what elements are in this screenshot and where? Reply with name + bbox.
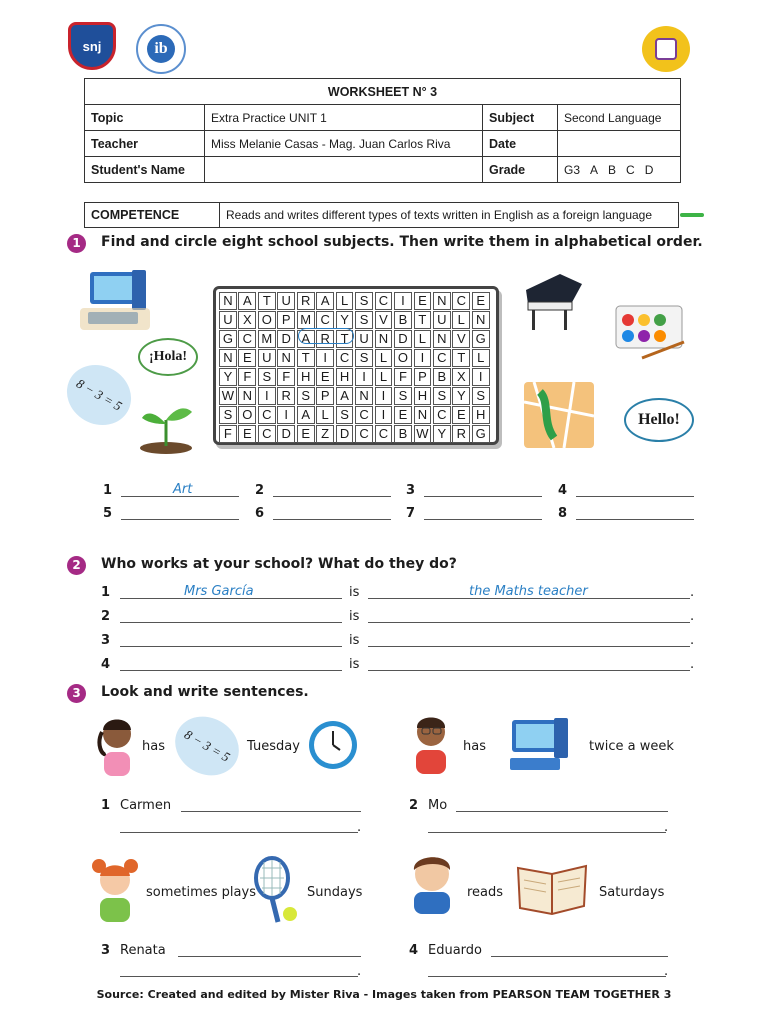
grid-letter[interactable]: U <box>258 349 276 367</box>
grid-letter[interactable]: H <box>414 387 432 405</box>
grid-letter[interactable]: C <box>238 330 256 348</box>
grid-letter[interactable]: S <box>258 368 276 386</box>
period: . <box>690 585 695 600</box>
item-1-number: 1 <box>101 798 111 813</box>
grid-letter[interactable]: E <box>238 349 256 367</box>
grid-letter[interactable]: R <box>452 425 470 443</box>
clock-icon <box>306 718 362 772</box>
grid-letter[interactable]: G <box>219 330 237 348</box>
period: . <box>690 609 695 624</box>
grid-letter[interactable]: M <box>258 330 276 348</box>
grid-letter[interactable]: I <box>472 368 490 386</box>
grid-letter[interactable]: C <box>433 406 451 424</box>
connector-is: is <box>349 633 360 648</box>
grid-letter[interactable]: F <box>238 368 256 386</box>
grid-letter[interactable]: I <box>375 387 393 405</box>
grid-letter[interactable]: N <box>375 330 393 348</box>
grid-letter[interactable]: O <box>394 349 412 367</box>
competence-box <box>84 202 679 228</box>
grid-letter[interactable]: S <box>355 349 373 367</box>
grid-letter[interactable]: R <box>316 330 334 348</box>
math-circle-small: 8 − 3 = 5 <box>164 705 249 786</box>
who-text[interactable]: Mrs García <box>184 584 254 599</box>
grid-letter[interactable]: R <box>297 292 315 310</box>
grid-letter[interactable]: S <box>219 406 237 424</box>
hello-bubble: Hello! <box>624 398 694 442</box>
grid-letter[interactable]: C <box>433 349 451 367</box>
student-name-field[interactable] <box>205 157 483 183</box>
grid-letter[interactable]: D <box>336 425 354 443</box>
grid-letter[interactable]: L <box>375 349 393 367</box>
exercise-1-number: 1 <box>67 234 86 253</box>
grid-letter[interactable]: H <box>336 368 354 386</box>
grid-letter[interactable]: N <box>277 349 295 367</box>
grid-letter[interactable]: H <box>472 406 490 424</box>
grid-letter[interactable]: S <box>297 387 315 405</box>
item-4-number: 4 <box>409 943 419 958</box>
item-3-verb: sometimes plays <box>146 885 256 900</box>
answer-number: 2 <box>255 483 265 498</box>
answer-line[interactable] <box>424 496 542 497</box>
grid-letter[interactable]: L <box>336 292 354 310</box>
math-circle: 8 − 3 = 5 <box>56 353 142 436</box>
worksheet-title: WORKSHEET N° 3 <box>85 79 681 105</box>
ib-logo: ib <box>136 24 186 74</box>
grid-letter[interactable]: S <box>355 311 373 329</box>
grid-letter[interactable]: S <box>433 387 451 405</box>
grid-letter[interactable]: G <box>472 425 490 443</box>
exercise-3-number: 3 <box>67 684 86 703</box>
grid-letter[interactable]: A <box>336 387 354 405</box>
grid-letter[interactable]: E <box>414 292 432 310</box>
grid-letter[interactable]: C <box>316 311 334 329</box>
grid-letter[interactable]: B <box>433 368 451 386</box>
item-3-line-b[interactable] <box>120 976 358 977</box>
grid-letter[interactable]: N <box>219 292 237 310</box>
exercise-3-instruction: Look and write sentences. <box>101 684 309 700</box>
grade-label: Grade <box>483 157 558 183</box>
item-1-line-b[interactable] <box>120 832 358 833</box>
topic-value: Extra Practice UNIT 1 <box>205 105 483 131</box>
grid-letter[interactable]: N <box>433 330 451 348</box>
carmen-avatar <box>96 714 138 778</box>
renata-avatar <box>90 856 140 924</box>
grid-letter[interactable]: N <box>219 349 237 367</box>
item-2-line-a[interactable] <box>456 811 668 812</box>
grid-letter[interactable]: D <box>277 425 295 443</box>
grid-letter[interactable]: Y <box>336 311 354 329</box>
teacher-value: Miss Melanie Casas - Mag. Juan Carlos Riva <box>205 131 483 157</box>
grid-letter[interactable]: C <box>375 425 393 443</box>
grid-letter[interactable]: C <box>452 292 470 310</box>
item-1-name: Carmen <box>120 798 172 813</box>
grid-letter[interactable]: L <box>316 406 334 424</box>
competence-text: Reads and writes different types of texts written in English as a foreign language <box>226 208 653 222</box>
answer-number: 1 <box>103 483 113 498</box>
item-2-number: 2 <box>409 798 419 813</box>
grid-letter[interactable]: I <box>375 406 393 424</box>
grid-letter[interactable]: S <box>394 387 412 405</box>
item-1-line-a[interactable] <box>181 811 361 812</box>
computer-icon <box>80 268 152 332</box>
what-line[interactable] <box>368 646 690 647</box>
grid-letter[interactable]: V <box>452 330 470 348</box>
grid-letter[interactable]: Y <box>452 387 470 405</box>
grid-letter[interactable]: S <box>472 387 490 405</box>
grid-letter[interactable]: U <box>433 311 451 329</box>
grid-letter[interactable]: N <box>355 387 373 405</box>
answer-number: 6 <box>255 506 265 521</box>
exercise-1-instruction: Find and circle eight school subjects. Then write them in alphabetical order. <box>101 234 703 250</box>
grid-letter[interactable]: C <box>375 292 393 310</box>
grid-letter[interactable]: A <box>316 292 334 310</box>
exercise-2-instruction: Who works at your school? What do they do? <box>101 556 457 572</box>
book-icon <box>516 860 588 916</box>
period: . <box>357 964 362 979</box>
grid-letter[interactable]: P <box>316 387 334 405</box>
answer-number: 4 <box>558 483 568 498</box>
mo-avatar <box>408 710 454 776</box>
answer-number: 7 <box>406 506 416 521</box>
item-2-when: twice a week <box>589 739 674 754</box>
hola-bubble: ¡Hola! <box>138 338 198 376</box>
period: . <box>690 657 695 672</box>
grid-letter[interactable]: D <box>277 330 295 348</box>
grid-letter[interactable]: B <box>394 425 412 443</box>
grid-letter[interactable]: L <box>414 330 432 348</box>
who-line[interactable] <box>120 670 342 671</box>
grid-letter[interactable]: E <box>316 368 334 386</box>
grade-option[interactable]: G3 <box>564 162 581 177</box>
grid-letter[interactable]: W <box>414 425 432 443</box>
grade-options[interactable] <box>558 157 681 183</box>
item-3-line-a[interactable] <box>178 956 361 957</box>
item-2-verb: has <box>463 739 486 754</box>
student-name-label: Student's Name <box>85 157 205 183</box>
grade-option[interactable]: B <box>608 162 617 177</box>
grid-letter[interactable]: T <box>297 349 315 367</box>
grid-letter[interactable]: N <box>238 387 256 405</box>
row-number: 4 <box>101 657 111 672</box>
answer-line[interactable] <box>121 519 239 520</box>
item-4-verb: reads <box>467 885 504 900</box>
grid-letter[interactable]: W <box>219 387 237 405</box>
grade-option[interactable]: C <box>626 162 635 177</box>
grid-letter[interactable]: A <box>238 292 256 310</box>
seal-inner <box>655 38 677 60</box>
computer-icon-small <box>502 716 574 776</box>
grid-letter[interactable]: C <box>355 406 373 424</box>
period: . <box>357 820 362 835</box>
item-4-when: Saturdays <box>599 885 665 900</box>
grid-letter[interactable]: S <box>355 292 373 310</box>
tennis-racket-icon <box>252 856 300 928</box>
grid-letter[interactable]: L <box>472 349 490 367</box>
grid-letter[interactable]: B <box>394 311 412 329</box>
answer-line[interactable] <box>424 519 542 520</box>
row-number: 1 <box>101 585 111 600</box>
grid-letter[interactable]: G <box>472 330 490 348</box>
school-logo: snj <box>68 22 116 70</box>
date-field[interactable] <box>558 131 681 157</box>
who-line[interactable] <box>120 622 342 623</box>
grid-letter[interactable]: I <box>277 406 295 424</box>
who-line[interactable] <box>120 646 342 647</box>
item-3-number: 3 <box>101 943 111 958</box>
grid-letter[interactable]: I <box>394 292 412 310</box>
item-4-line-a[interactable] <box>491 956 668 957</box>
grid-letter[interactable]: N <box>472 311 490 329</box>
grade-option[interactable]: D <box>644 162 654 177</box>
what-text[interactable]: the Maths teacher <box>469 584 588 599</box>
eduardo-avatar <box>404 848 460 914</box>
grid-letter[interactable]: L <box>452 311 470 329</box>
exercise-2-number: 2 <box>67 556 86 575</box>
grid-letter[interactable]: M <box>297 311 315 329</box>
grid-letter[interactable]: Y <box>433 425 451 443</box>
grid-letter[interactable]: X <box>452 368 470 386</box>
grid-letter[interactable]: O <box>258 311 276 329</box>
row-number: 3 <box>101 633 111 648</box>
teacher-label: Teacher <box>85 131 205 157</box>
map-icon <box>524 382 594 448</box>
grid-letter[interactable]: P <box>414 368 432 386</box>
grid-letter[interactable]: I <box>258 387 276 405</box>
green-marker <box>680 213 704 217</box>
item-1-when: Tuesday <box>247 739 300 754</box>
what-line[interactable] <box>368 670 690 671</box>
grid-letter[interactable]: R <box>277 387 295 405</box>
item-3-when: Sundays <box>307 885 363 900</box>
date-label: Date <box>483 131 558 157</box>
item-4-line-b[interactable] <box>428 976 666 977</box>
grid-letter[interactable]: C <box>258 406 276 424</box>
grid-letter[interactable]: T <box>414 311 432 329</box>
grid-letter[interactable]: H <box>297 368 315 386</box>
art-circle-mark <box>298 328 354 344</box>
grid-letter[interactable]: N <box>414 406 432 424</box>
item-2-name: Mo <box>428 798 448 813</box>
word-search-grid[interactable] <box>213 286 499 445</box>
grid-letter[interactable]: S <box>336 406 354 424</box>
grid-letter[interactable]: I <box>316 349 334 367</box>
grid-letter[interactable]: I <box>355 368 373 386</box>
grid-letter[interactable]: A <box>297 406 315 424</box>
item-1-verb: has <box>142 739 165 754</box>
period: . <box>690 633 695 648</box>
worksheet-info-table <box>84 78 681 183</box>
grid-letter[interactable]: X <box>238 311 256 329</box>
subject-label: Subject <box>483 105 558 131</box>
grid-letter[interactable]: N <box>433 292 451 310</box>
grid-letter[interactable]: F <box>277 368 295 386</box>
grid-letter[interactable]: I <box>414 349 432 367</box>
plant-icon <box>138 400 196 456</box>
grid-letter[interactable]: T <box>258 292 276 310</box>
answer-number: 3 <box>406 483 416 498</box>
grid-letter[interactable]: F <box>219 425 237 443</box>
source-credit: Source: Created and edited by Mister Riva - Images taken from PEARSON TEAM TOGETHER 3 <box>96 988 672 1001</box>
grid-letter[interactable]: E <box>238 425 256 443</box>
grid-letter[interactable]: F <box>394 368 412 386</box>
period: . <box>664 820 669 835</box>
competence-label: COMPETENCE <box>85 203 220 227</box>
connector-is: is <box>349 657 360 672</box>
grid-letter[interactable]: E <box>297 425 315 443</box>
grid-letter[interactable]: Y <box>219 368 237 386</box>
row-number: 2 <box>101 609 111 624</box>
grid-letter[interactable]: U <box>277 292 295 310</box>
piano-icon <box>520 270 586 336</box>
grid-letter[interactable]: V <box>375 311 393 329</box>
answer-line[interactable] <box>576 519 694 520</box>
subject-value: Second Language <box>558 105 681 131</box>
grid-letter[interactable]: U <box>219 311 237 329</box>
grid-letter[interactable]: P <box>277 311 295 329</box>
grid-letter[interactable]: T <box>336 330 354 348</box>
grid-letter[interactable]: Z <box>316 425 334 443</box>
grid-letter[interactable]: D <box>394 330 412 348</box>
answer-number: 8 <box>558 506 568 521</box>
period: . <box>664 964 669 979</box>
grid-letter[interactable]: C <box>355 425 373 443</box>
item-2-line-b[interactable] <box>428 832 666 833</box>
paint-palette-icon <box>612 298 688 366</box>
answer-line[interactable] <box>273 496 391 497</box>
grid-letter[interactable]: E <box>394 406 412 424</box>
grid-letter[interactable]: U <box>355 330 373 348</box>
grid-letter[interactable]: O <box>238 406 256 424</box>
answer-line[interactable] <box>576 496 694 497</box>
seal-logo <box>642 26 690 72</box>
item-3-name: Renata <box>120 943 166 958</box>
connector-is: is <box>349 585 360 600</box>
what-line[interactable] <box>368 622 690 623</box>
grid-letter[interactable]: C <box>258 425 276 443</box>
item-4-name: Eduardo <box>428 943 482 958</box>
answer-line[interactable] <box>273 519 391 520</box>
grid-letter[interactable]: E <box>472 292 490 310</box>
answer-number: 5 <box>103 506 113 521</box>
grid-letter[interactable]: T <box>452 349 470 367</box>
grade-option[interactable]: A <box>590 162 599 177</box>
grid-letter[interactable]: E <box>452 406 470 424</box>
connector-is: is <box>349 609 360 624</box>
topic-label: Topic <box>85 105 205 131</box>
grid-letter[interactable]: A <box>297 330 315 348</box>
answer-text[interactable]: Art <box>173 482 193 497</box>
grid-letter[interactable]: C <box>336 349 354 367</box>
grid-letter[interactable]: L <box>375 368 393 386</box>
